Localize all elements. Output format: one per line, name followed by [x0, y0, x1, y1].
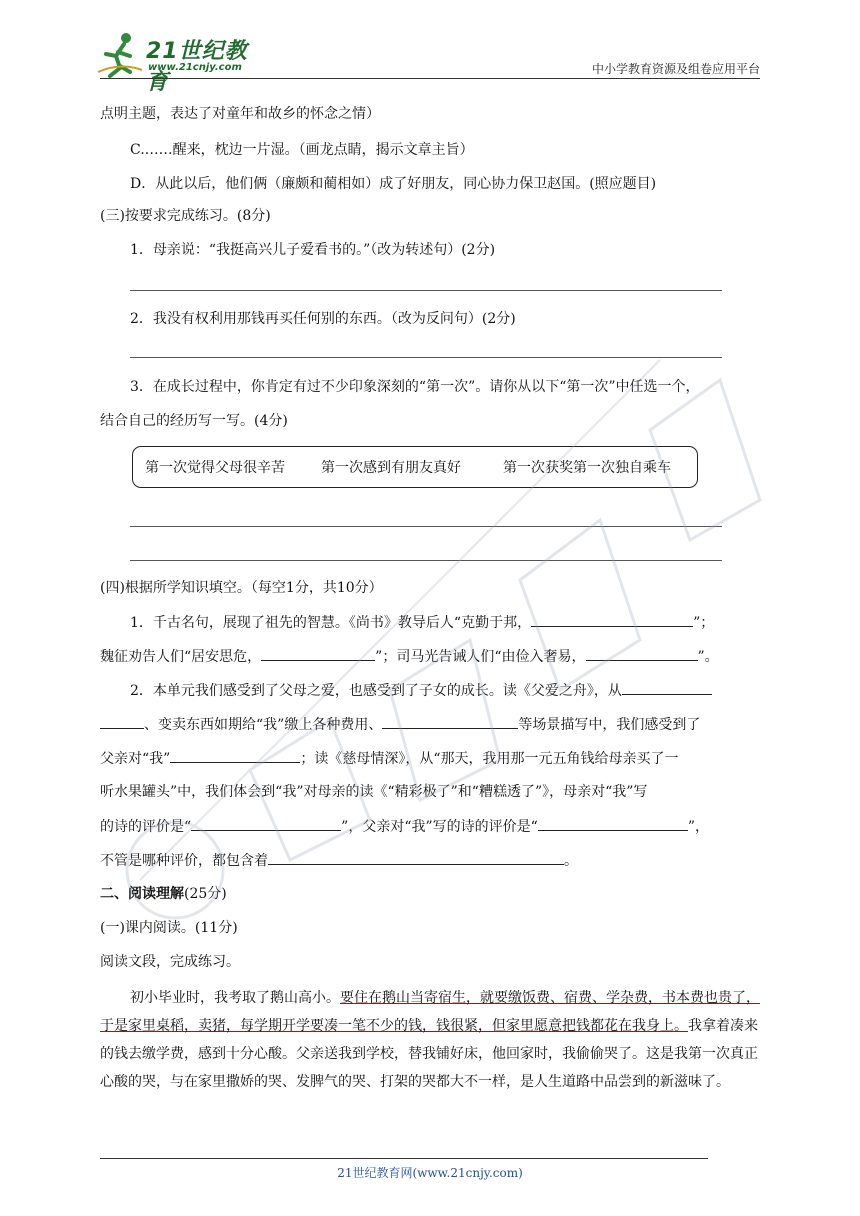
- fill-blank[interactable]: [268, 850, 564, 865]
- header-divider: [100, 78, 760, 79]
- logo-url: www.21cnjy.com: [148, 62, 242, 73]
- fill-text: 父亲对“我”: [100, 751, 171, 767]
- text-line: 点明主题，表达了对童年和故乡的怀念之情）: [100, 106, 380, 122]
- fill-text: ”，: [687, 819, 709, 835]
- fill-text: ”，父亲对“我”写的诗的评价是“: [341, 819, 538, 835]
- fill-text: 2．本单元我们感受到了父母之爱，也感受到了子女的成长。读《父爱之舟》，从: [130, 683, 622, 699]
- logo-text: 21世纪教育: [146, 39, 248, 95]
- part-2-score: (25分): [184, 886, 227, 902]
- answer-line-2[interactable]: [130, 357, 722, 358]
- fill-text: 等场景描写中，我们感受到了: [518, 717, 701, 733]
- part-2-title: 二、阅读理解: [100, 886, 184, 902]
- fill-2-line-5: [100, 816, 709, 837]
- question-1: 1．母亲说：“我挺高兴儿子爱看书的。”（改为转述句）(2分): [130, 242, 496, 258]
- fill-1-line-1: [130, 612, 714, 633]
- reading-passage: [100, 984, 762, 1096]
- choice-item[interactable]: 第一次获奖第一次独自乘车: [503, 460, 671, 476]
- fill-text: 的诗的评价是“: [100, 819, 192, 835]
- answer-line-3b[interactable]: [130, 560, 722, 561]
- fill-text: ；读《慈母情深》，从“那天，我用那一元五角钱给母亲买了一: [300, 751, 679, 767]
- fill-text: 、变卖东西如期给“我”缴上各种费用、: [144, 717, 383, 733]
- reading-text: 我拿着凑来的钱去缴学费，感到十分心酸。父亲送我到学校，替我铺好床，他回家时，我偷偷哭了。这是我第一次真正心酸的哭，与在家里撒娇的哭、发脾气的哭、打架的哭都大不一样，是人生道路中品尝到的新滋味了。: [100, 1018, 758, 1090]
- fill-blank[interactable]: [622, 680, 712, 695]
- fill-2-line-3: [100, 748, 678, 769]
- fill-blank[interactable]: [586, 646, 698, 661]
- fill-2-line-4: 听水果罐头”中，我们体会到“我”对母亲的读《“精彩极了”和“糟糕透了”》，母亲对“我”写: [100, 784, 648, 800]
- question-3-line-1: 3．在成长过程中，你肯定有过不少印象深刻的“第一次”。请你从以下“第一次”中任选一个，: [130, 379, 700, 395]
- section-3-heading: (三)按要求完成练习。(8分): [100, 208, 271, 224]
- fill-text: ”。: [697, 649, 719, 665]
- part-2-heading: [100, 884, 227, 904]
- footer-divider: [100, 1158, 708, 1159]
- footer-text[interactable]: 21世纪教育网(www.21cnjy.com): [337, 1166, 523, 1180]
- fill-blank[interactable]: [382, 714, 518, 729]
- fill-text: ”；: [693, 615, 715, 631]
- fill-1-line-2: [100, 646, 719, 667]
- section-4-heading: (四)根据所学知识填空。（每空1分，共10分）: [100, 580, 383, 596]
- header-platform-name: 中小学教育资源及组卷应用平台: [591, 62, 760, 76]
- fill-2-line-6: [100, 850, 578, 871]
- fill-2-line-2: [100, 714, 700, 735]
- choice-item[interactable]: 第一次觉得父母很辛苦: [145, 460, 285, 476]
- question-2: 2．我没有权利用那钱再买任何别的东西。（改为反问句）(2分): [130, 311, 516, 327]
- site-logo[interactable]: [96, 32, 266, 95]
- option-d: D．从此以后，他们俩（廉颇和蔺相如）成了好朋友，同心协力保卫赵国。(照应题目): [130, 176, 657, 192]
- fill-text: 不管是哪种评价，都包含着: [100, 853, 268, 869]
- fill-blank[interactable]: [100, 714, 144, 729]
- choice-box: [132, 446, 698, 488]
- sub-section-1-heading: (一)课内阅读。(11分): [100, 920, 238, 936]
- fill-text: 魏征劝告人们“居安思危，: [100, 649, 262, 665]
- fill-blank[interactable]: [531, 612, 693, 627]
- fill-text: 。: [564, 853, 578, 869]
- question-3-line-2: 结合自己的经历写一写。(4分): [100, 413, 288, 429]
- fill-blank[interactable]: [191, 816, 341, 831]
- reading-underlined: 要住在鹅山当寄宿生，就要缴饭费、宿费、学杂费，书本费也贵了，于是家里桌稻，卖猪，每学期开学要凑一笔不少的钱，钱很紧，但家里愿意把钱都花在我身上。: [100, 990, 760, 1034]
- answer-line-1[interactable]: [130, 290, 722, 291]
- option-c: C.……醒来，枕边一片湿。（画龙点睛，揭示文章主旨）: [130, 142, 474, 158]
- answer-line-3a[interactable]: [130, 526, 722, 527]
- fill-text: ”；司马光告诫人们“由俭入奢易，: [375, 649, 586, 665]
- choice-item[interactable]: 第一次感到有朋友真好: [321, 460, 461, 476]
- running-figure-icon: [96, 32, 144, 78]
- reading-instruction: 阅读文段，完成练习。: [100, 954, 240, 970]
- fill-2-line-1: [130, 680, 712, 701]
- fill-blank[interactable]: [538, 816, 688, 831]
- fill-blank[interactable]: [170, 748, 300, 763]
- fill-blank[interactable]: [261, 646, 375, 661]
- fill-text: 1．千古名句，展现了祖先的智慧。《尚书》教导后人“克勤于邦，: [130, 615, 532, 631]
- reading-text: 初小毕业时，我考取了鹅山高小。: [130, 990, 340, 1006]
